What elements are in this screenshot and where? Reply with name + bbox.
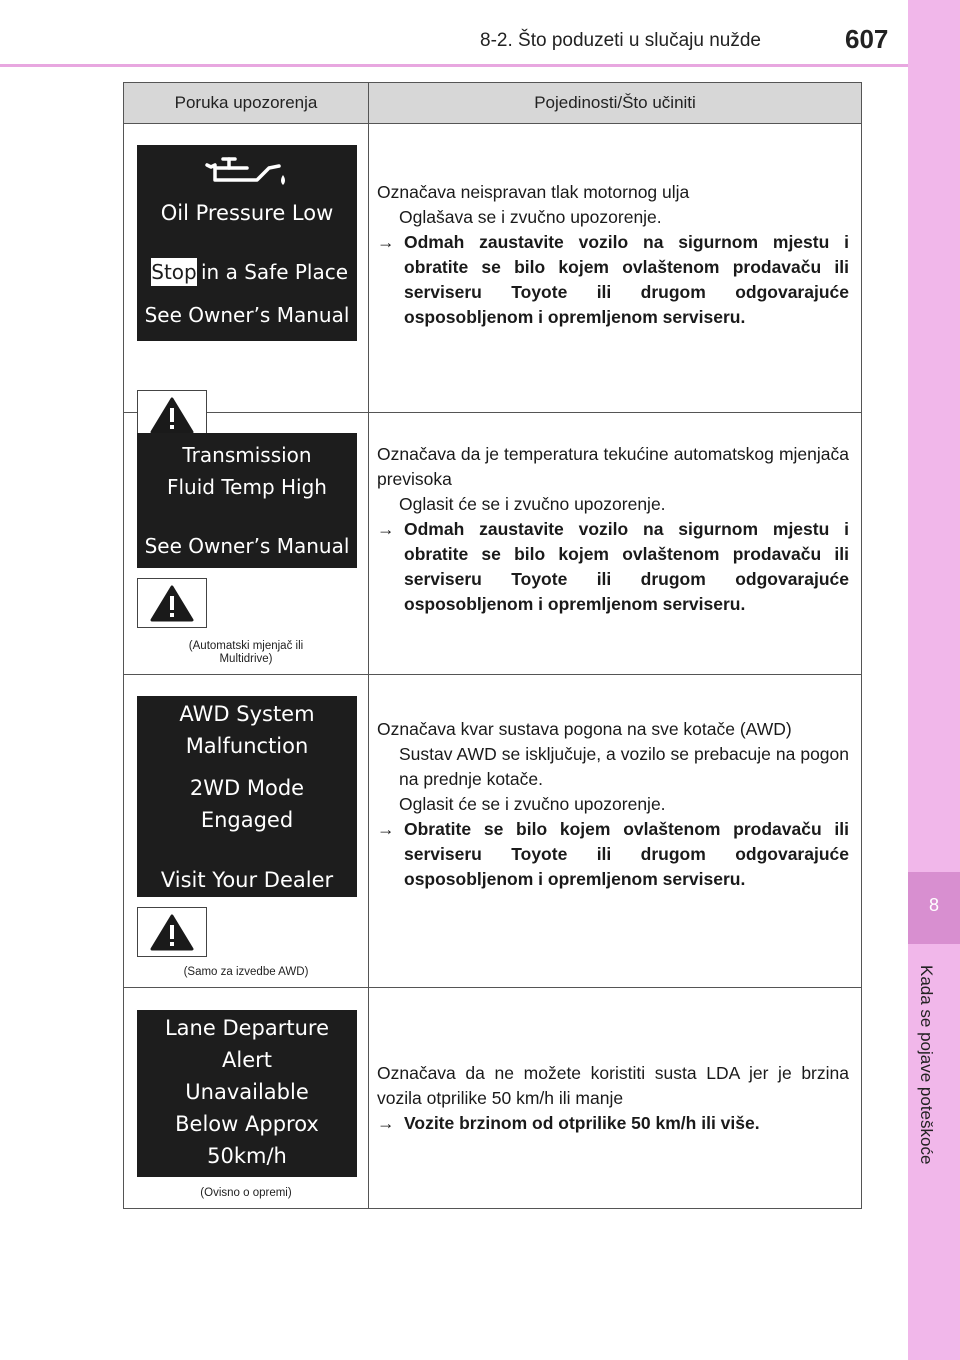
variant-note: (Samo za izvedbe AWD) bbox=[183, 966, 309, 978]
info-line: Oglasit će se i zvučno upozorenje. bbox=[399, 794, 666, 814]
oil-can-icon bbox=[199, 155, 287, 189]
arrow-right-icon: → bbox=[377, 1113, 395, 1133]
details-cell bbox=[369, 988, 861, 1208]
info-line: Oglasit će se i zvučno upozorenje. bbox=[399, 494, 666, 514]
screen-line: Visit Your Dealer bbox=[160, 868, 334, 892]
arrow-right-icon: → bbox=[377, 819, 395, 839]
table-row bbox=[124, 124, 861, 413]
action-text: Odmah zaustavite vozilo na sigurnom mjestu i obratite se bilo kojem ovlaštenom prodavaču ili serviseru Toyote ili drugom odgovarajuće osposobljenom i opremljenom serviseru. bbox=[404, 519, 849, 614]
description: Označava da je temperatura tekućine automatskog mjenjača previsoka bbox=[377, 444, 849, 489]
table-row bbox=[124, 413, 861, 675]
display-screen bbox=[137, 145, 357, 341]
action-text: Obratite se bilo kojem ovlaštenom prodavaču ili serviseru Toyote ili drugom odgovarajuće osposobljenom i opremljenom serviseru. bbox=[404, 819, 849, 889]
display-screen bbox=[137, 1010, 357, 1177]
screen-line: Below Approx bbox=[175, 1112, 319, 1136]
table-row bbox=[124, 675, 861, 988]
description: Označava neispravan tlak motornog ulja bbox=[377, 182, 690, 202]
column-header-message: Poruka upozorenja bbox=[124, 83, 369, 123]
chapter-side-tab bbox=[908, 0, 960, 1360]
screen-line: in a Safe Place bbox=[201, 260, 349, 284]
warning-light bbox=[137, 907, 207, 957]
action-item bbox=[377, 817, 849, 892]
details-text bbox=[377, 442, 849, 617]
details-cell bbox=[369, 124, 861, 412]
chapter-title: Kada se pojave poteškoće bbox=[917, 965, 936, 1165]
details-text bbox=[377, 180, 849, 330]
action-text: Odmah zaustavite vozilo na sigurnom mjestu i obratite se bilo kojem ovlaštenom prodavaču ili serviseru Toyote ili drugom odgovarajuće osposobljenom i opremljenom serviseru. bbox=[404, 232, 849, 327]
details-cell bbox=[369, 675, 861, 987]
message-cell bbox=[124, 124, 369, 412]
table-row bbox=[124, 988, 861, 1208]
arrow-right-icon: → bbox=[377, 519, 395, 539]
screen-line: Engaged bbox=[200, 808, 294, 832]
table-header bbox=[124, 83, 861, 124]
screen-line: Transmission bbox=[182, 443, 312, 467]
action-item bbox=[377, 1111, 849, 1136]
column-header-details: Pojedinosti/Što učiniti bbox=[534, 93, 696, 112]
screen-line: Lane Departure bbox=[164, 1016, 330, 1040]
screen-line-stop: Stop bbox=[151, 260, 197, 284]
details-text bbox=[377, 717, 849, 892]
message-cell bbox=[124, 988, 369, 1208]
message-cell bbox=[124, 675, 369, 987]
info-line: Sustav AWD se isključuje, a vozilo se prebacuje na pogon na prednje kotače. bbox=[399, 744, 849, 789]
info-line: Oglašava se i zvučno upozorenje. bbox=[399, 207, 662, 227]
action-text: Vozite brzinom od otprilike 50 km/h ili više. bbox=[404, 1113, 760, 1133]
details-cell bbox=[369, 413, 861, 674]
screen-line: Alert bbox=[222, 1048, 272, 1072]
display-screen bbox=[137, 696, 357, 897]
action-item bbox=[377, 230, 849, 330]
warning-triangle-icon bbox=[150, 584, 194, 622]
message-cell bbox=[124, 413, 369, 674]
warning-messages-table bbox=[123, 82, 862, 1209]
screen-line: Fluid Temp High bbox=[167, 475, 327, 499]
page-number: 607 bbox=[845, 24, 889, 54]
screen-line: AWD System bbox=[179, 702, 315, 726]
warning-triangle-icon bbox=[150, 913, 194, 951]
display-screen bbox=[137, 433, 357, 568]
warning-light bbox=[137, 578, 207, 628]
screen-line: Oil Pressure Low bbox=[160, 201, 334, 225]
header-rule bbox=[0, 64, 908, 67]
action-item bbox=[377, 517, 849, 617]
screen-line: See Owner’s Manual bbox=[144, 303, 350, 327]
screen-line: See Owner’s Manual bbox=[144, 534, 350, 558]
description: Označava kvar sustava pogona na sve kotače (AWD) bbox=[377, 719, 792, 739]
description: Označava da ne možete koristiti susta LDA jer je brzina vozila otprilike 50 km/h ili manje bbox=[377, 1063, 849, 1108]
screen-line: Malfunction bbox=[185, 734, 309, 758]
details-text bbox=[377, 1061, 849, 1136]
variant-note: (Ovisno o opremi) bbox=[200, 1187, 292, 1199]
variant-note: (Automatski mjenjač ili Multidrive) bbox=[188, 640, 304, 665]
screen-line: Unavailable bbox=[185, 1080, 309, 1104]
screen-line: 2WD Mode bbox=[189, 776, 305, 800]
chapter-number: 8 bbox=[928, 895, 939, 915]
section-title: 8-2. Što poduzeti u slučaju nužde bbox=[480, 30, 761, 51]
screen-line: 50km/h bbox=[207, 1144, 287, 1168]
arrow-right-icon: → bbox=[377, 232, 395, 252]
